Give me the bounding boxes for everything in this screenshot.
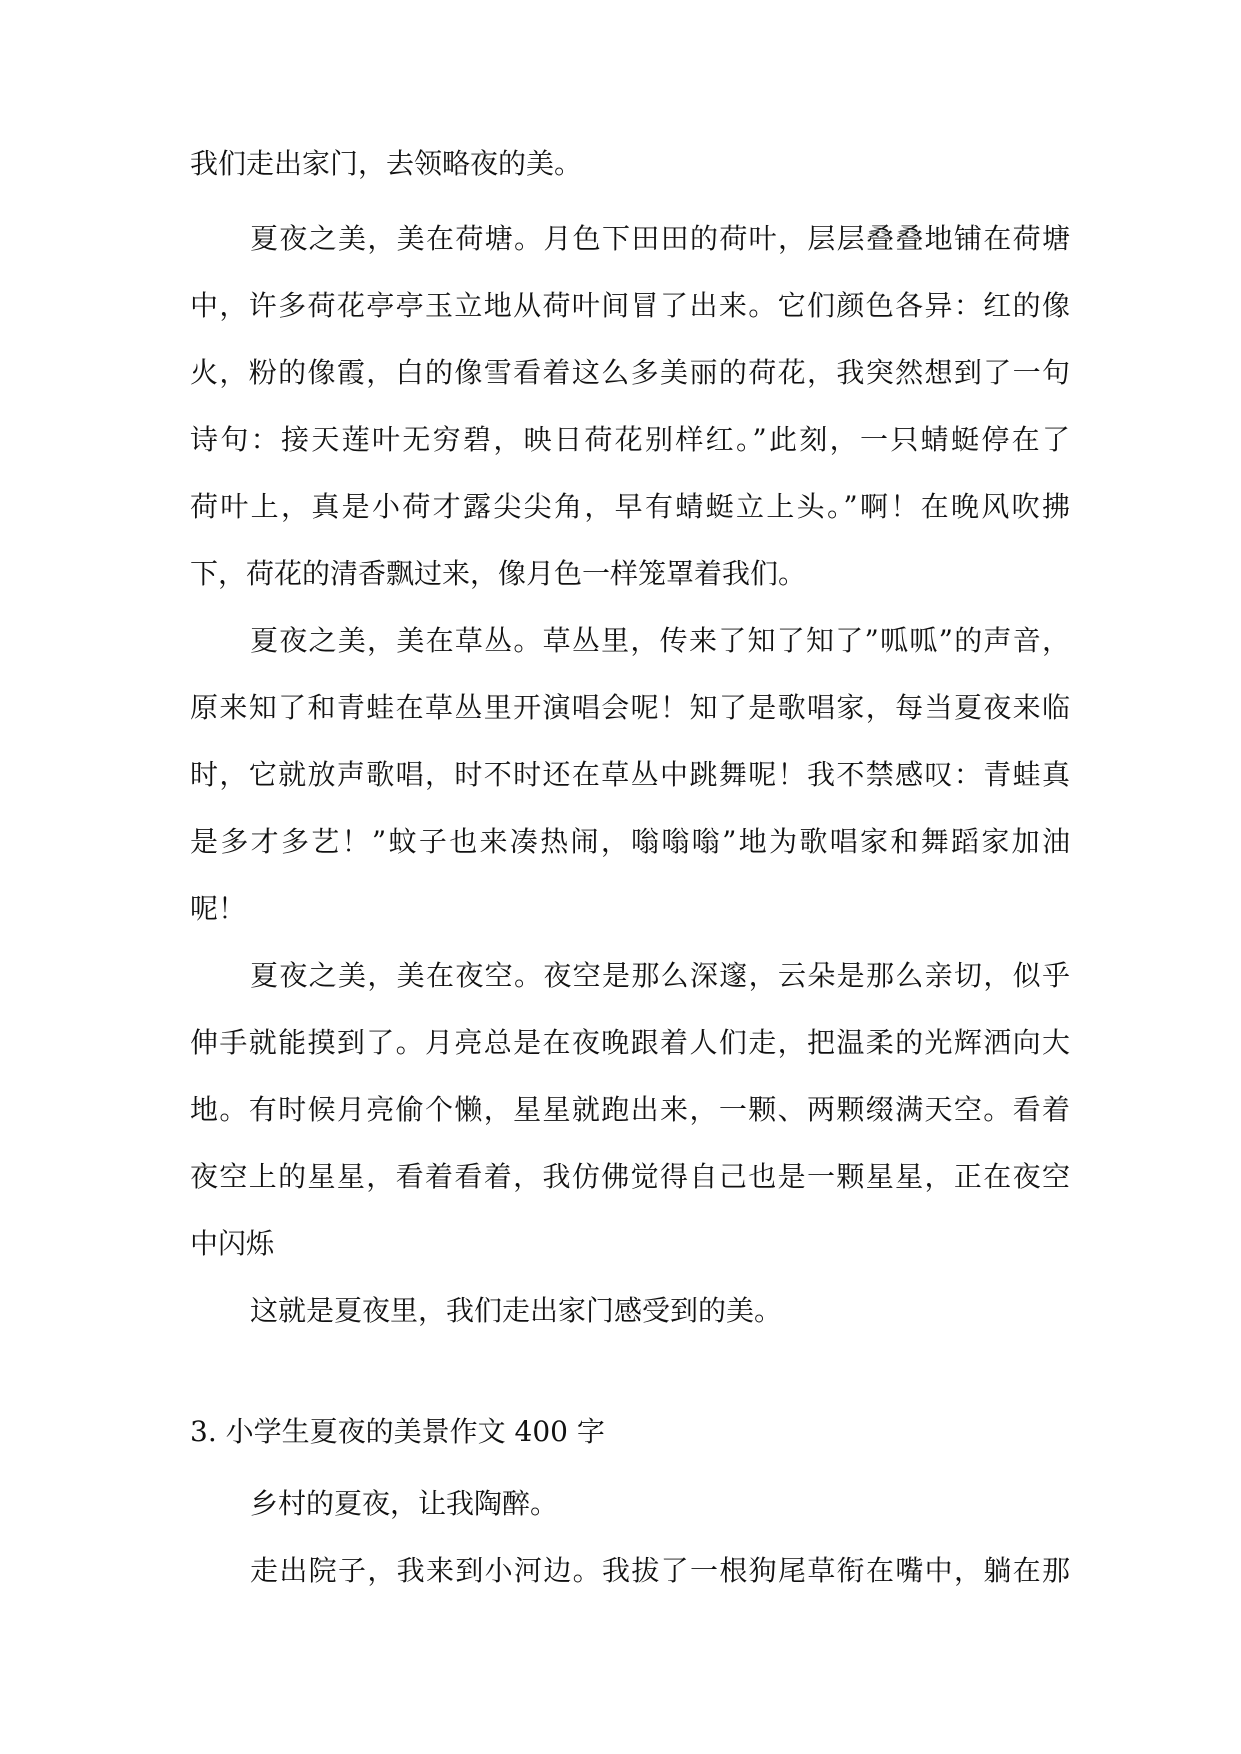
- paragraph-line: 地。有时候月亮偷个懒，星星就跑出来，一颗、两颗缀满天空。看着: [190, 1093, 1070, 1126]
- paragraph-line: 诗句：接天莲叶无穷碧，映日荷花别样红。”此刻，一只蜻蜓停在了: [190, 423, 1070, 456]
- paragraph-line: 原来知了和青蛙在草丛里开演唱会呢！知了是歌唱家，每当夏夜来临: [190, 691, 1070, 724]
- paragraph-line: 乡村的夏夜，让我陶醉。: [250, 1487, 559, 1520]
- section-heading: 3. 小学生夏夜的美景作文 400 字: [190, 1415, 605, 1448]
- document-body-continued: [190, 1470, 1070, 1604]
- paragraph-line: 时，它就放声歌唱，时不时还在草丛中跳舞呢！我不禁感叹：青蛙真: [190, 758, 1070, 791]
- paragraph-line: 夏夜之美，美在草丛。草丛里，传来了知了知了”呱呱”的声音，: [250, 624, 1070, 657]
- paragraph-line: 中闪烁: [190, 1227, 275, 1260]
- paragraph-line: 火，粉的像霞，白的像雪看着这么多美丽的荷花，我突然想到了一句: [190, 356, 1070, 389]
- paragraph-line: 这就是夏夜里，我们走出家门感受到的美。: [250, 1294, 783, 1327]
- paragraph-line: 夜空上的星星，看着看着，我仿佛觉得自己也是一颗星星，正在夜空: [190, 1160, 1070, 1193]
- paragraph-line: 是多才多艺！”蚊子也来凑热闹，嗡嗡嗡”地为歌唱家和舞蹈家加油: [190, 825, 1070, 858]
- paragraph-line: 中，许多荷花亭亭玉立地从荷叶间冒了出来。它们颜色各异：红的像: [190, 289, 1070, 322]
- paragraph-line: 呢！: [190, 892, 247, 925]
- paragraph-line: 夏夜之美，美在荷塘。月色下田田的荷叶，层层叠叠地铺在荷塘: [250, 222, 1070, 255]
- paragraph-line: 我们走出家门，去领略夜的美。: [190, 147, 583, 180]
- paragraph-line: 夏夜之美，美在夜空。夜空是那么深邃，云朵是那么亲切，似乎: [250, 959, 1070, 992]
- paragraph-line: 荷叶上，真是小荷才露尖尖角，早有蜻蜓立上头。”啊！在晚风吹拂: [190, 490, 1070, 523]
- document-body: [190, 130, 1070, 1344]
- paragraph-line: 下，荷花的清香飘过来，像月色一样笼罩着我们。: [190, 557, 807, 590]
- paragraph-line: 走出院子，我来到小河边。我拔了一根狗尾草衔在嘴中，躺在那: [250, 1554, 1070, 1587]
- paragraph-line: 伸手就能摸到了。月亮总是在夜晚跟着人们走，把温柔的光辉洒向大: [190, 1026, 1070, 1059]
